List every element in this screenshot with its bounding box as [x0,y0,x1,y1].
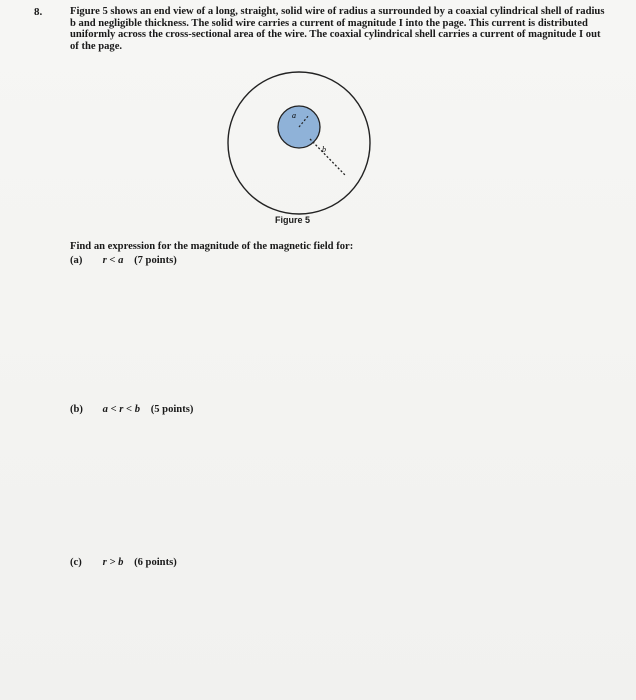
problem-statement: Figure 5 shows an end view of a long, straight, solid wire of radius a surrounded by a coaxial cylindrical shell of radius b and negligible thickness. The solid wire carries a current of magnitude I into the page. This current is distributed uniformly across the cross-sectional area of the wire. The coaxial cylindrical shell carries a current of magnitude I out of the page. [70,6,605,52]
part-a-points: (7 points) [134,255,177,266]
part-a [70,255,177,266]
part-b-condition: a < r < b [102,404,141,415]
part-b-points: (5 points) [150,404,194,415]
question-prompt: Find an expression for the magnitude of the magnetic field for: [70,241,354,252]
radius-b-label: b [322,145,326,154]
radius-a-label: a [292,111,296,120]
part-c-points: (6 points) [134,557,177,568]
part-c-condition: r > b [102,557,124,568]
part-a-label: (a) [70,255,83,266]
part-c [70,557,177,568]
figure-caption: Figure 5 [275,215,311,225]
radius-b-line [310,139,345,175]
part-a-condition: r < a [102,255,124,266]
coaxial-cable-figure [226,70,372,216]
question-number: 8. [34,6,43,18]
part-c-label: (c) [70,557,82,568]
part-b [70,404,193,415]
part-b-label: (b) [70,404,83,415]
